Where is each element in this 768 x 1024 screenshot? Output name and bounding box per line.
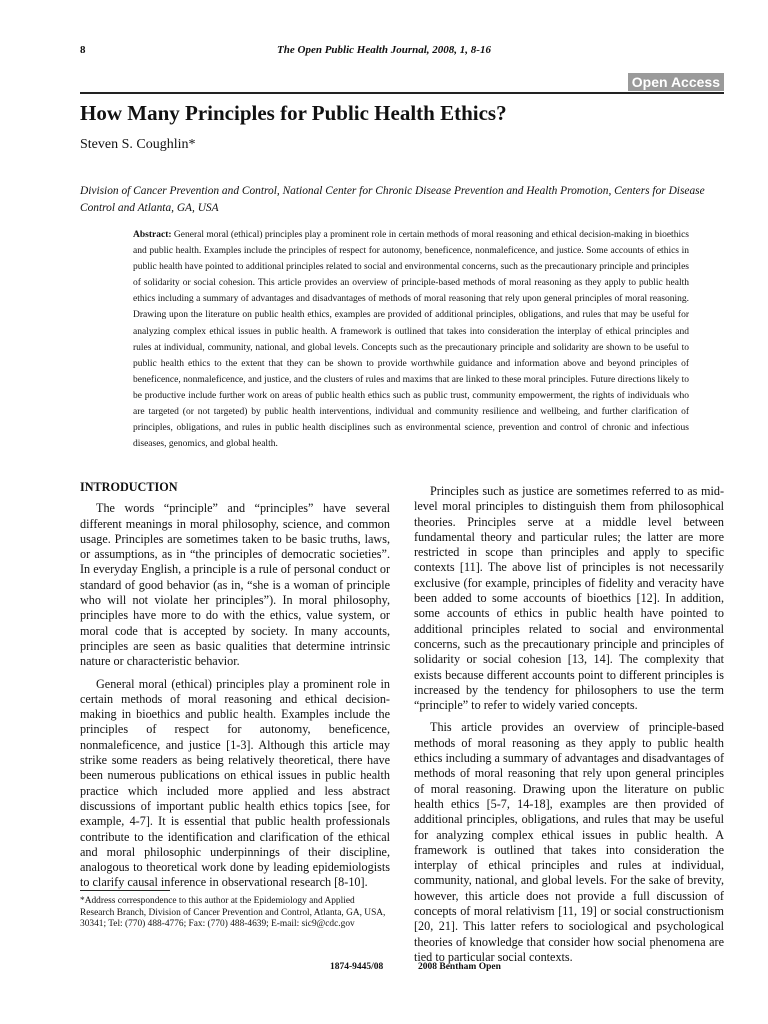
author-affiliation: Division of Cancer Prevention and Control, National Center for Chronic Disease Prevention and Health Promotion, Centers for Disease Control and Atlanta, GA, USA: [80, 185, 705, 214]
header-rule: [80, 92, 724, 94]
body-paragraph: Principles such as justice are sometimes referred to as mid-level moral principles to distinguish them from philosophical theories. Principles serve at a middle level between fundamental theory and particular rules; the latter are more restricted in scope than principles and apply to specific contexts [11]. The above list of principles is not necessarily exclusive (for example, principles of fidelity and veracity have been added to some accounts of bioethics [12]. In addition, some accounts of ethics in public health have pointed to additional principles related to social and environmental concerns, such as the precautionary principle and principles of solidarity or social cohesion [13, 14]. The complexity that exists because different accounts point to different principles is increased by the tendency for philosophers to use the term “principle” to refer to widely varied concepts.: [414, 484, 724, 713]
abstract: [133, 227, 689, 452]
page-number: 8: [80, 44, 86, 56]
left-column: [80, 480, 390, 898]
footnote-rule: [80, 890, 170, 891]
body-paragraph: The words “principle” and “principles” have several different meanings in moral philosophy, science, and common usage. Principles are sometimes taken to be basic truths, laws, or assumptions, as in “the principles of democratic societies”. In everyday English, a principle is a rule of personal conduct or standard of good behavior (as in, “she is a woman of principle who will not violate her principles”). In moral philosophy, principles have more to do with the ethics, value system, or moral code that is accepted by society. In many accounts, principles are seen as basic qualities that determine intrinsic nature or characteristic behavior.: [80, 501, 391, 669]
open-access-badge: Open Access: [628, 73, 724, 91]
journal-citation: The Open Public Health Journal, 2008, 1, 8-16: [277, 44, 491, 56]
body-paragraph: This article provides an overview of principle-based methods of moral reasoning as they apply to public health ethics including a summary of advantages and disadvantages of methods of moral reasoning that rely upon general principles of moral reasoning. Drawing upon the literature on public health ethics [5-7, 14-18], examples are then provided of additional principles, obligations, and rules that may be useful for analyzing complex ethical issues in public health. A framework is outlined that takes into consideration the interplay of ethical principles and rules at individual, community, national, and global levels. For the sake of brevity, however, this article does not provide a full discussion of concepts of moral relativism [11, 19] or social constructionism [20, 21]. This latter refers to sociological and psychological theories of knowledge that consider how social phenomena are tied to particular social contexts.: [414, 720, 725, 964]
abstract-label: Abstract:: [133, 230, 172, 240]
publisher-copyright: 2008 Bentham Open: [418, 962, 501, 972]
article-title: How Many Principles for Public Health Ethics?: [80, 101, 507, 125]
author-name: Steven S. Coughlin*: [80, 137, 196, 152]
correspondence-footnote: *Address correspondence to this author at the Epidemiology and Applied Research Branch, Division of Cancer Prevention and Control, Atlanta, GA, USA, 30341; Tel: (770) 488-4776; Fax: (770) 488-4639; E-mail: sic9@cdc.gov: [80, 896, 386, 929]
right-column: [414, 484, 724, 972]
issn: 1874-9445/08: [330, 962, 384, 972]
abstract-text: General moral (ethical) principles play a prominent role in certain methods of moral reasoning and ethical decision-making in bioethics and public health. Examples include the principles of respect for autonomy, beneficence, nonmaleficence, and justice. Some accounts of ethics in public health have pointed to additional principles related to social and environmental concerns, such as the precautionary principle and principles of solidarity or social cohesion. This article provides an overview of principle-based methods of moral reasoning as they apply to public health ethics including a summary of advantages and disadvantages of methods of moral reasoning that rely upon general principles of moral reasoning. Drawing upon the literature on public health ethics, examples are provided of additional principles, obligations, and rules that may be useful for analyzing complex ethical issues in public health. A framework is outlined that takes into consideration the interplay of ethical principles and rules at individual, community, national, and global levels. Concepts such as the precautionary principle and solidarity are shown to be useful to public health ethics to the extent that they can be shown to provide worthwhile guidance and information above and beyond principles of beneficence, nonmaleficence, and justice, and the clusters of rules and maxims that are linked to these moral principles. Future directions likely to be productive include further work on areas of public health ethics such as public trust, community empowerment, the rights of individuals who are targeted (or not targeted) by public health interventions, individual and community resilience and wellbeing, and further clarification of principles, obligations, and rules in public health disciplines such as environmental science, prevention and control of chronic and infectious diseases, genomics, and global health.: [133, 230, 689, 450]
body-paragraph: General moral (ethical) principles play a prominent role in certain methods of moral reasoning and ethical decision-making in bioethics and public health. Examples include the principles of respect for autonomy, beneficence, nonmaleficence, and justice [1-3]. Although this article may strike some readers as being relatively theoretical, there have been numerous publications on ethical issues in public health practice which included more applied and less abstract discussions of important public health ethics topics [see, for example, 4-7]. It is essential that public health professionals contribute to the identification and clarification of the ethical and moral philosophic underpinnings of their discipline, analogous to theoretical work done by leading epidemiologists to clarify causal inference in observational research [8-10].: [80, 676, 390, 890]
introduction-heading: INTRODUCTION: [80, 480, 178, 494]
